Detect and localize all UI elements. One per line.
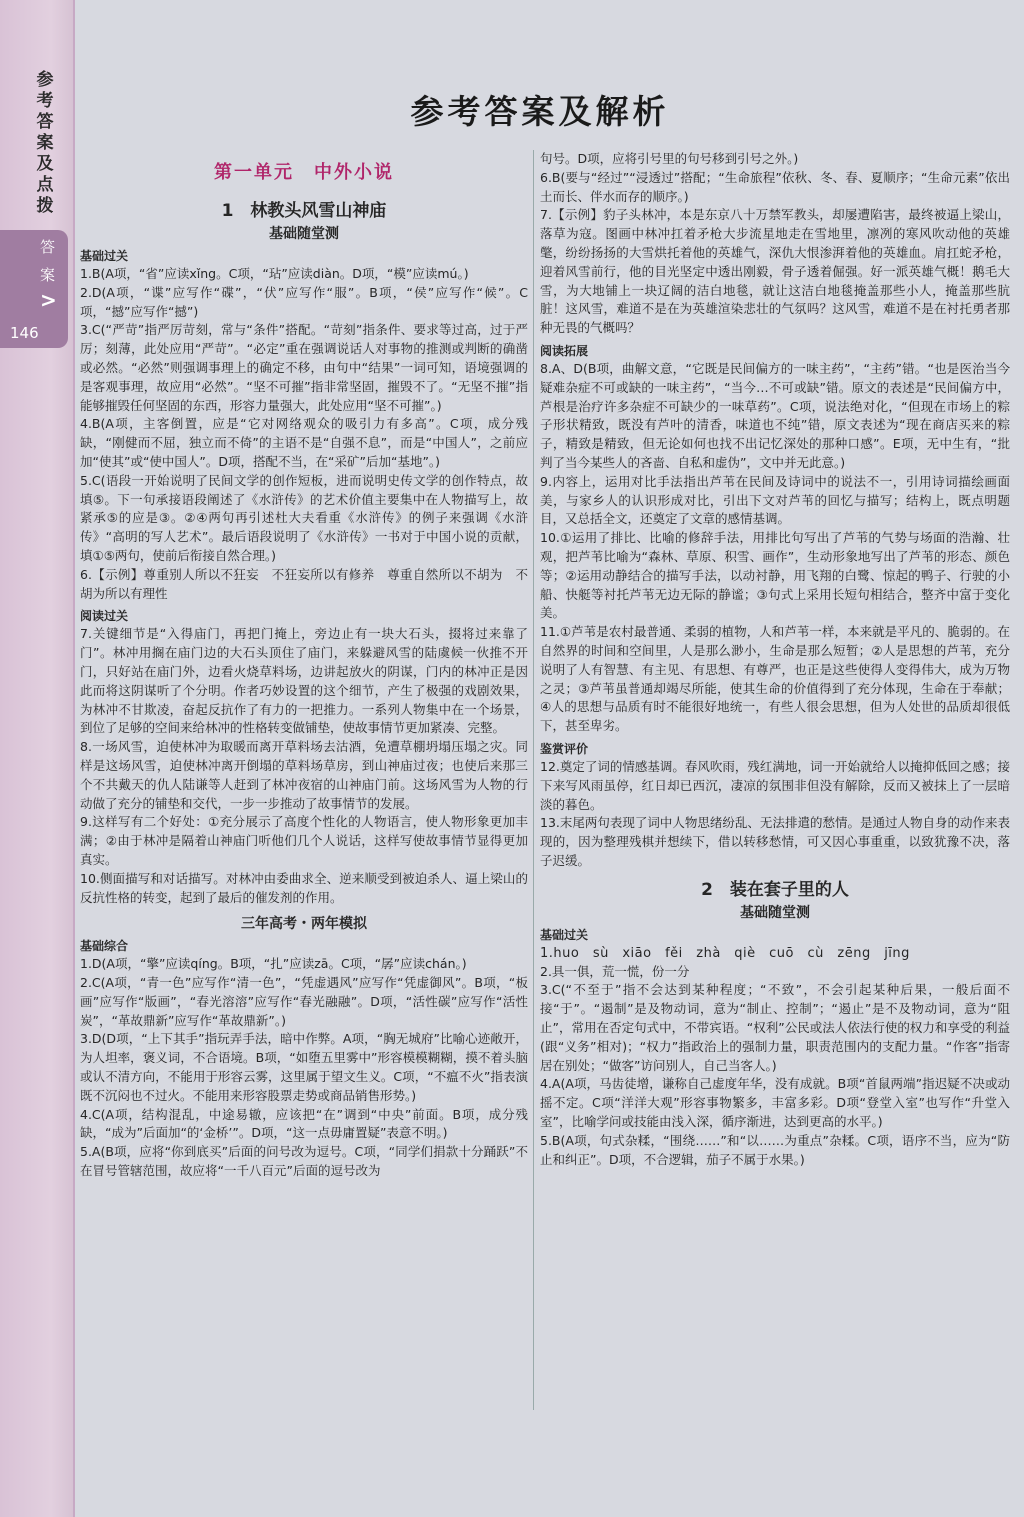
column-divider [533, 150, 534, 1410]
answer-item: 6.B(要与“经过”“浸透过”搭配；“生命旅程”依秋、冬、春、夏顺序；“生命元素”依出土而长、伴水而存的顺序。) [540, 169, 1010, 204]
answer-item: 3.D(D项，“上下其手”指玩弄手法，暗中作弊。A项，“胸无城府”比喻心迹敞开，为人坦率，褒义词，不合语境。B项，“如堕五里雾中”形容模模糊糊，摸不着头脑或认不清方向，不能用于形容云雾，这里属于望文生义。C项，“不瘟不火”指表演既不沉闷也不过火。不能用来形容股票走势或商品销售形势。) [80, 1031, 528, 1103]
section-label: 阅读拓展 [540, 343, 589, 358]
answer-item: 11.①芦苇是农村最普通、柔弱的植物，人和芦苇一样，本来就是平凡的、脆弱的。在自然界的时间和空间里，人是那么渺小，生命是那么短暂；②人是思想的芦苇，充分说明了人有智慧、有主见、有思想、有尊严，也正是这些使得人变得伟大，成为万物之灵；③芦苇虽普通却竭尽所能，使其生命的价值得到了充分体现，生命在于奉献；④人的思想与品质有时不能很好地统一，有些人很会思想，但为人处世的品质却很低下，甚至卑劣。 [540, 624, 1010, 734]
side-title: 参考答案及点拨 [36, 70, 54, 216]
lesson-title: 1 林教头风雪山神庙 [221, 201, 387, 221]
section-label: 基础过关 [80, 249, 129, 263]
answer-item: 8.一场风雪，迫使林冲为取暖而离开草料场去沽酒，免遭草棚坍塌压塌之灾。同样是这场风雪，迫使林冲离开倒塌的草料场草房，到山神庙过夜；也使后来那三个不共戴天的仇人陆谦等人赶到了林冲夜宿的山神庙门前。这场风雪为人物的行动做了充分的铺垫和交代，一步一步推动了故事情节的发展。 [80, 739, 528, 811]
left-column [80, 150, 528, 1181]
answer-item: 句号。D项，应将引号里的句号移到引号之外。) [540, 151, 799, 166]
answer-item: 2.D(A项，“谍”应写作“碟”，“伏”应写作“服”。B项，“侯”应写作“候”。C项，“撼”应写作“撼”) [80, 284, 528, 319]
answer-item: 5.C(语段一开始说明了民间文学的创作短板，进而说明史传文学的创作特点，故填⑤。下一句承接语段阐述了《水浒传》的艺术价值主要集中在人物描写上，故紧承⑤的应是③。②④两句再引述杜大夫看重《水浒传》的例子来强调《水浒传》“高明的写人艺术”。最后语段说明了《水浒传》一书对于中国小说的贡献，填①⑤两句，使前后衔接自然合理。) [80, 472, 528, 563]
unit-title: 第一单元 中外小说 [214, 162, 394, 183]
answer-item: 12.奠定了词的情感基调。春风吹雨，残红满地，词一开始就给人以掩抑低回之感；接下来写风雨虽停，红日却已西沉，凄凉的氛围非但没有解除，反而又被抹上了一层暗淡的暮色。 [540, 758, 1010, 812]
answer-item: 1.B(A项，“省”应读xǐng。C项，“玷”应读diàn。D项，“模”应读mú。) [80, 266, 469, 281]
page-title: 参考答案及解析 [410, 92, 670, 131]
answer-item: 3.C(“严苛”指严厉苛刻，常与“条件”搭配。“苛刻”指条件、要求等过高，过于严厉；刻薄，此处应用“严苛”。“必定”重在强调说话人对事物的推测或判断的确凿或必然。“必然”则强调事理上的确定不移，由句中“结果”一词可知，语境强调的是客观事理，故应用“必然”。“坚不可摧”指非常坚固，摧毁不了。“无坚不摧”指能够摧毁任何坚固的东西，形容力量强大，此处应用“坚不可摧”。) [80, 322, 528, 413]
answer-item: 8.A、D(B项，曲解文意，“它既是民间偏方的一味主药”，“主药”错。“也是医治当今疑难杂症不可或缺的一味主药”，“当今…不可或缺”错。原文的表述是“民间偏方中，芦根是治疗许多杂症不可缺少的一味草药”。C项，说法绝对化，“但现在市场上的粽子形状精致，既没有芦叶的清香，味道也不纯”错，原文表述为“现在商店买来的粽子，精致是精致，但无论如何也找不出记忆深处的那种口感”。E项，无中生有，“批判了当今某些人的吝啬、自私和虚伪”，文中并无此意。) [540, 360, 1010, 470]
answer-item: 7.【示例】豹子头林冲，本是东京八十万禁军教头，却屡遭陷害，最终被逼上梁山，落草为寇。图画中林冲扛着矛枪大步流星地走在雪地里，凛冽的寒风吹动他的英雄氅，纷纷扬扬的大雪烘托着他的英雄气，深仇大恨渗湃着他的英雄血。肩扛蛇矛枪，迎着风雪前行，他的目光坚定中透出刚毅，骨子透着倔强。好一派英雄气概！鹅毛大雪，为大地铺上一块辽阔的洁白地毯，就让这洁白地毯掩盖那些小人，掩盖那些肮脏！这风雪，难道不是在为英雄渲染悲壮的气氛吗？这风雪，难道不是在衬托勇者那种无畏的气概吗？ [540, 207, 1010, 336]
side-bar [0, 0, 75, 1517]
answer-item: 6.【示例】尊重别人所以不狂妄 不狂妄所以有修养 尊重自然所以不胡为 不胡为所以有理性 [80, 566, 528, 601]
tab-text-1: 答 [40, 238, 56, 256]
answer-item: 13.末尾两句表现了词中人物思绪纷乱、无法排遣的愁情。是通过人物自身的动作来表现的，因为整理残棋并想续下，借以转移愁情，可又因心事重重，以致犹豫不决，落子迟缓。 [540, 815, 1010, 868]
answer-item: 4.B(A项，主客倒置，应是“它对网络观众的吸引力有多高”。C项，成分残缺，“刚健而不屈，独立而不倚”的主语不是“自强不息”，而是“中国人”，之前应加“使其”或“使中国人”。D项，搭配不当，在“采矿”后加“基地”。) [80, 416, 528, 469]
answer-item: 1.D(A项，“擎”应读qíng。B项，“扎”应读zā。C项，“孱”应读chán。) [80, 956, 467, 972]
answer-item: 1.huo sù xiāo fěi zhà qiè cuō cù zēng jīng [540, 945, 910, 961]
section-label: 基础综合 [80, 939, 129, 954]
answer-item: 10.①运用了排比、比喻的修辞手法，用排比句写出了芦苇的气势与场面的浩瀚、壮观，把芦苇比喻为“森林、草原、积雪、画作”，生动形象地写出了芦苇的形态、颜色等；②运用动静结合的描写手法，以动衬静，用飞翔的白鹭、惊起的鸭子、行驶的小船、快艇等衬托芦苇无边无际的静谧；③句式上采用长短句相结合，整齐中富于变化美。 [540, 530, 1010, 621]
answer-tab [0, 230, 68, 348]
answer-item: 3.C(“不至于”指不会达到某种程度；“不致”，不会引起某种后果，一般后面不接“于”。“遏制”是及物动词，意为“制止、控制”；“遏止”是不及物动词，意为“阻止”，常用在否定句式中，不带宾语。“权利”公民或法人依法行使的权力和享受的利益(跟“义务”相对)；“权力”指政治上的强制力量，职责范围内的支配力量。“作客”指寄居在别处；“做客”访问别人，自己当客人。) [540, 982, 1010, 1073]
chevron-right-icon: > [40, 288, 57, 312]
page-number: 146 [10, 324, 39, 342]
answer-item: 7.关键细节是“入得庙门，再把门掩上，旁边止有一块大石头，掇将过来靠了门”。林冲用搁在庙门边的大石头顶住了庙门，来躲避风雪的陆虞候一伙推不开门，只好站在庙门外，边看火烧草料场，边讲起放火的阴谋，门内的林冲正是因此而将这阴谋听了个分明。作者巧妙设置的这个细节，产生了极强的戏剧效果，为林冲不甘欺凌，奋起反抗作了有力的一把推力。一系列人物集中在一个场景，到位了足够的空间来给林冲的性格转变做铺垫，使故事情节更加紧凑、完整。 [80, 626, 528, 736]
section-label: 基础过关 [540, 927, 589, 942]
section-subtitle: 基础随堂测 [740, 904, 810, 921]
answer-item: 9.内容上，运用对比手法指出芦苇在民间及诗词中的说法不一，引用诗词描绘画面美，与家乡人的认识形成对比，引出下文对芦苇的回忆与描写；结构上，既点明题目，又总括全文，还奠定了文章的感情基调。 [540, 473, 1010, 527]
answer-item: 5.A(B项，应将“你到底买”后面的问号改为逗号。C项，“同学们捐款十分踊跃”不在冒号管辖范围，故应将“一千八百元”后面的逗号改为 [80, 1144, 528, 1179]
answer-item: 9.这样写有二个好处：①充分展示了高度个性化的人物语言，使人物形象更加丰满；②由于林冲是隔着山神庙门听他们几个人说话，这样写使故事情节显得更加真实。 [80, 814, 528, 867]
lesson-title: 2 装在套子里的人 [701, 879, 849, 900]
right-column [540, 150, 1010, 1169]
answer-item: 2.C(A项，“青一色”应写作“清一色”，“凭虚遇风”应写作“凭虚御风”。B项，“板画”应写作“版画”，“春光溶溶”应写作“春光融融”。D项，“活性碳”应写作“活性炭”，“革故鼎新”应写作“革故鼎新”。) [80, 975, 528, 1028]
tab-text-2: 案 [40, 266, 56, 284]
answer-item: 10.侧面描写和对话描写。对林冲由委曲求全、逆来顺受到被迫杀人、逼上梁山的反抗性格的转变，起到了最后的催发剂的作用。 [80, 870, 528, 905]
answer-item: 5.B(A项，句式杂糅，“围绕……”和“以……为重点”杂糅。C项，语序不当，应为“防止和纠正”。D项，不合逻辑，茄子不属于水果。) [540, 1132, 1010, 1167]
section-label: 鉴赏评价 [540, 741, 589, 756]
answer-item: 4.C(A项，结构混乱，中途易辙，应该把“在”调到“中央”前面。B项，成分残缺，“成为”后面加“的‘金桥’”。D项，“这一点毋庸置疑”表意不明。) [80, 1106, 528, 1141]
section-subtitle: 基础随堂测 [269, 226, 339, 242]
answer-item: 4.A(A项，马齿徒增，谦称自己虚度年华，没有成就。B项“首鼠两端”指迟疑不决或动摇不定。C项“洋洋大观”形容事物繁多，丰富多彩。D项“登堂入室”也写作“升堂入室”，比喻学问或技能由浅入深，循序渐进，达到更高的水平。) [540, 1076, 1010, 1130]
section-subtitle: 三年高考・两年模拟 [241, 916, 367, 933]
answer-item: 2.具一俱，荒一慌，份一分 [540, 963, 690, 979]
section-label: 阅读过关 [80, 609, 129, 624]
